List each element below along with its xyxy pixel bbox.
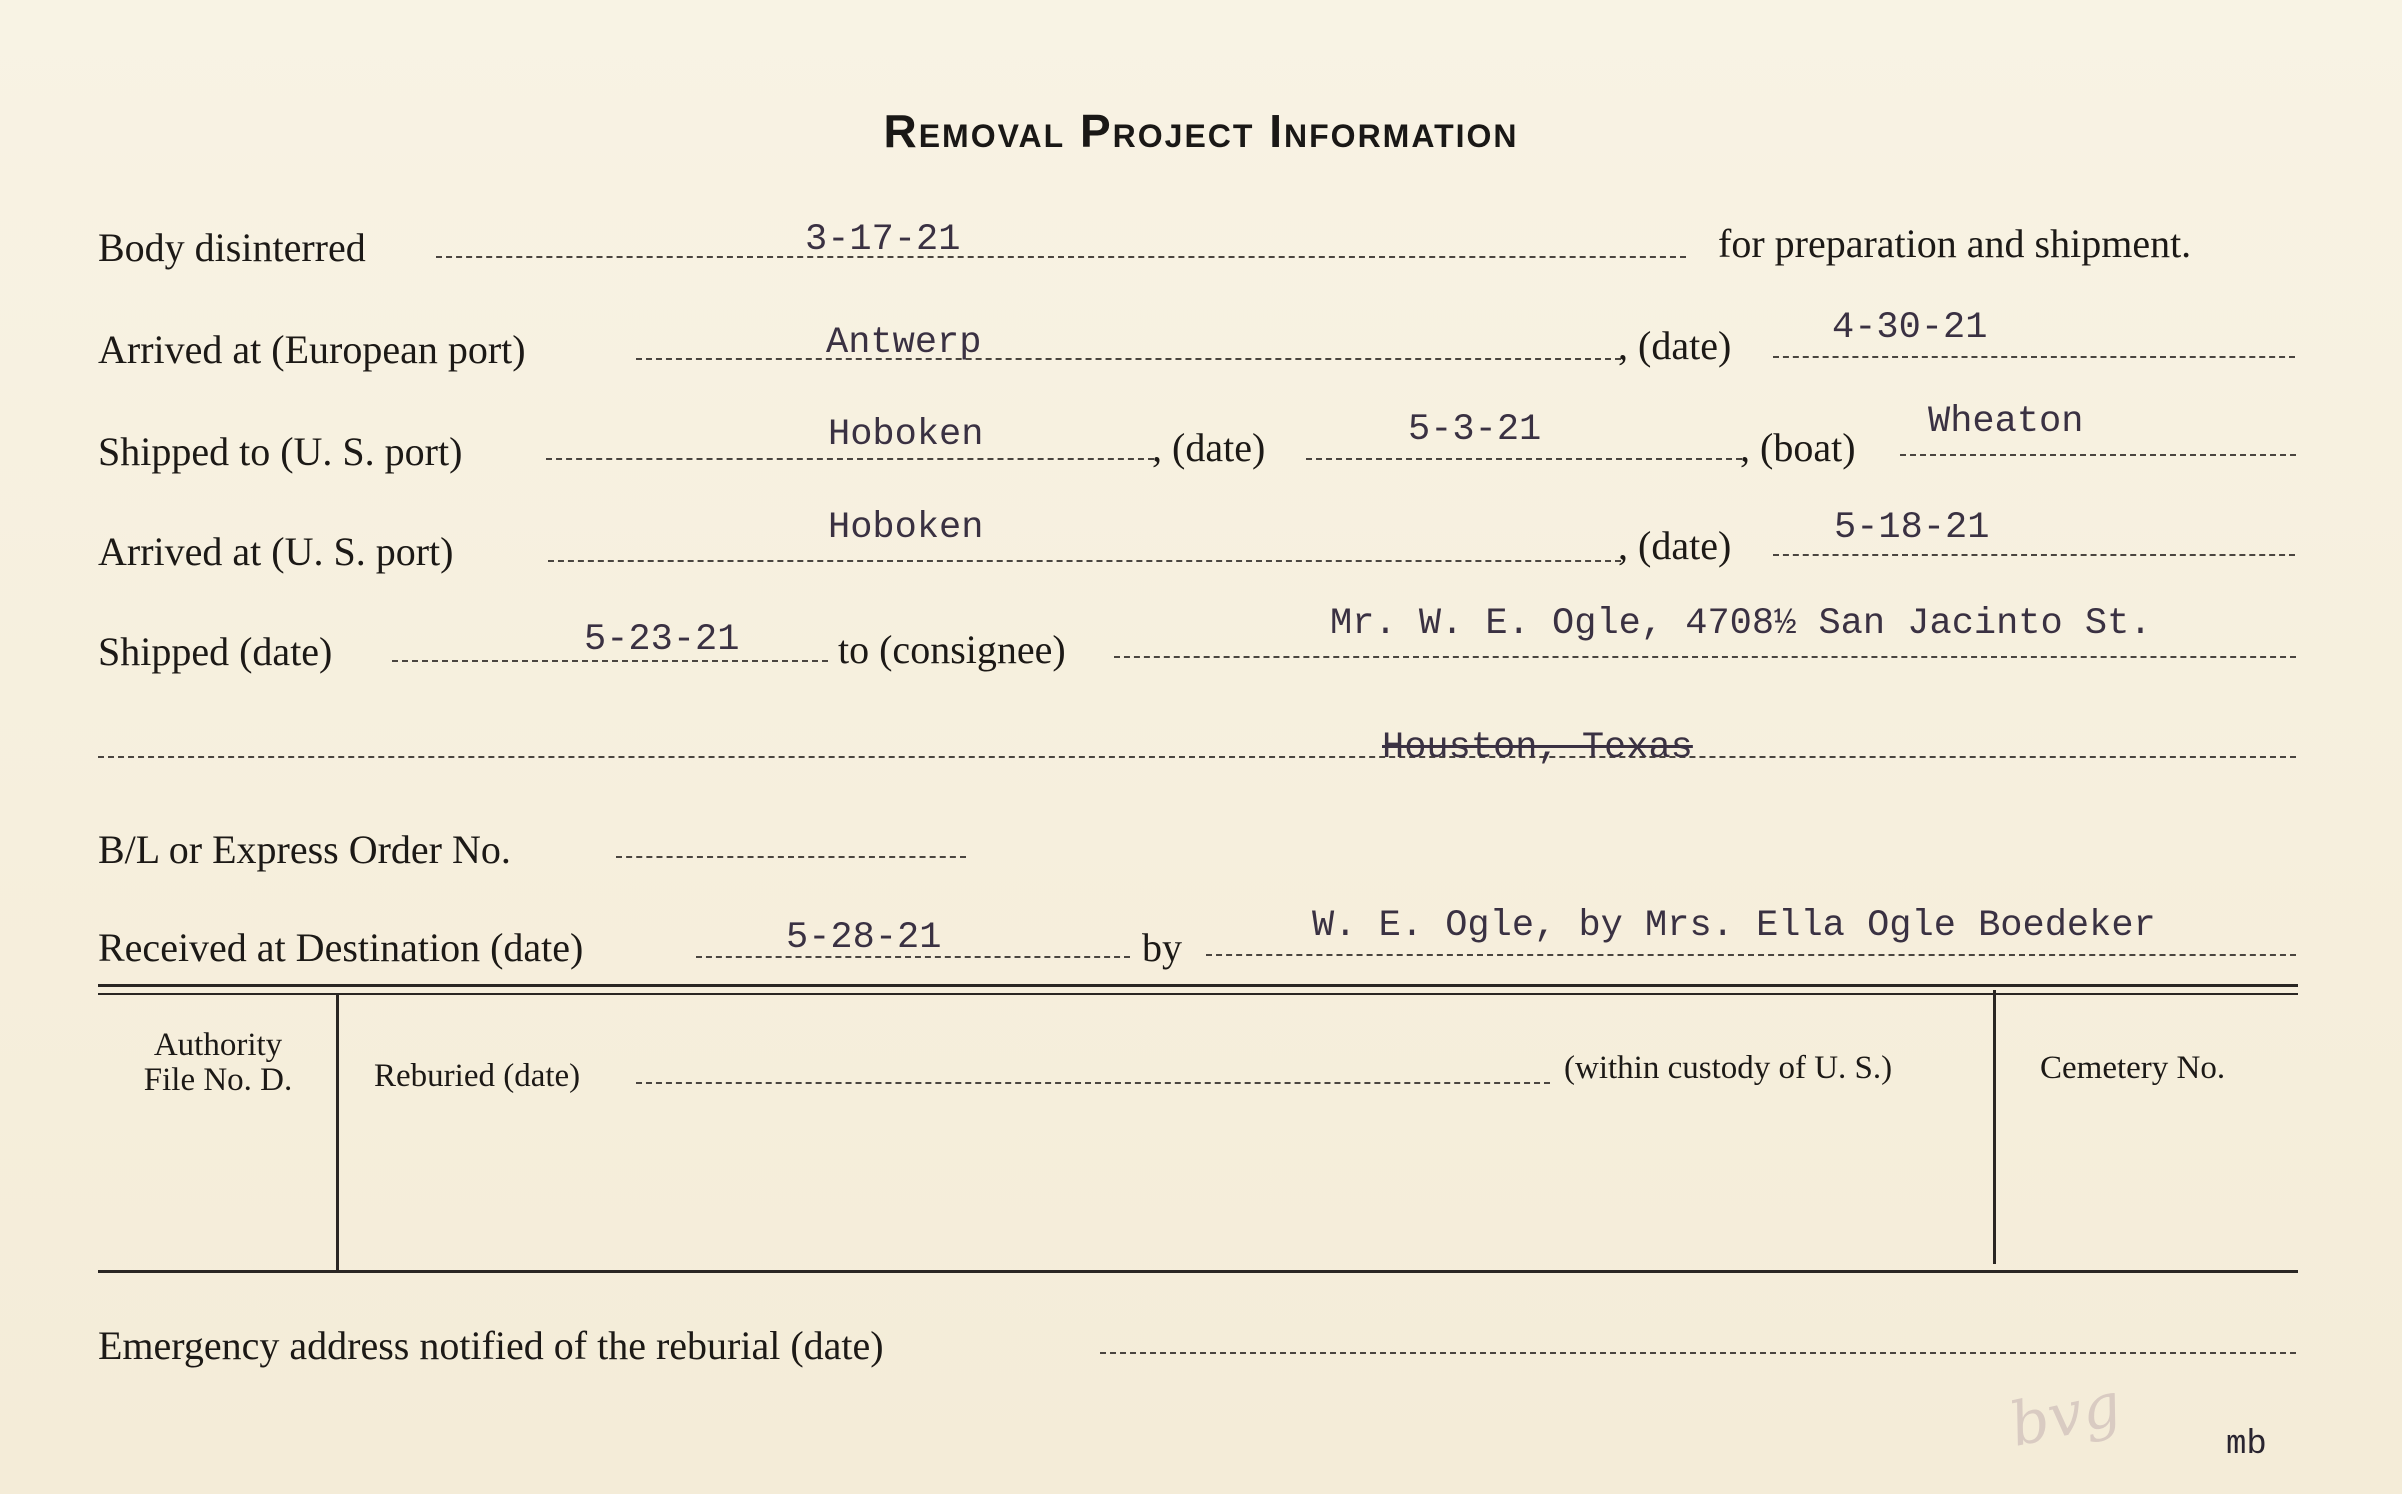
card-title: Removal Project Information (883, 105, 1519, 157)
received-by-value: W. E. Ogle, by Mrs. Ella Ogle Boedeker (1312, 905, 2156, 947)
box-divider-left (336, 995, 339, 1271)
date-label: , (date) (1618, 323, 1732, 368)
date-label: , (date) (1152, 425, 1266, 470)
box-top-rule-inner (98, 993, 2298, 995)
received-at-destination-label: Received at Destination (date) (98, 925, 584, 970)
by-label: by (1142, 925, 1182, 970)
consignee-label: to (consignee) (838, 627, 1066, 672)
dotted-line (548, 560, 1621, 562)
dotted-line (1773, 356, 2295, 358)
shipped-to-us-port-label: Shipped to (U. S. port) (98, 429, 463, 474)
boat-label: , (boat) (1740, 425, 1856, 470)
authority-label-line2: File No. D. (143, 1061, 293, 1098)
body-disinterred-value: 3-17-21 (805, 219, 961, 261)
authority-label-line1: Authority (153, 1027, 283, 1063)
body-disinterred-label: Body disinterred (98, 225, 366, 270)
dotted-line (436, 256, 1686, 258)
clerk-initials: mb (2226, 1426, 2267, 1464)
bl-express-order-label: B/L or Express Order No. (98, 827, 511, 872)
shipped-date-value: 5-23-21 (584, 619, 740, 661)
dotted-line (616, 856, 966, 858)
european-port-value: Antwerp (826, 322, 982, 364)
shipped-date-label: Shipped (date) (98, 629, 333, 674)
dotted-line (636, 1082, 1550, 1084)
dotted-line (1900, 454, 2296, 456)
dotted-line (1773, 554, 2295, 556)
body-disinterred-suffix: for preparation and shipment. (1718, 221, 2192, 266)
box-divider-right (1993, 990, 1996, 1264)
box-bottom-rule (98, 1270, 2298, 1273)
reburied-date-label: Reburied (date) (374, 1058, 581, 1094)
dotted-line (1306, 458, 1742, 460)
us-port-value: Hoboken (828, 414, 984, 456)
dotted-line (1114, 656, 2296, 658)
dotted-line (1100, 1352, 2296, 1354)
cemetery-no-label: Cemetery No. (2040, 1050, 2226, 1086)
shipped-date-value: 5-3-21 (1408, 409, 1542, 451)
dotted-line (1206, 954, 2296, 956)
arrived-european-port-label: Arrived at (European port) (98, 327, 526, 372)
dotted-line (98, 756, 2296, 758)
consignee-value: Mr. W. E. Ogle, 4708½ San Jacinto St. (1330, 603, 2152, 645)
arrived-us-port-value: Hoboken (828, 507, 984, 549)
authority-file-label (108, 1028, 328, 1097)
custody-note: (within custody of U. S.) (1564, 1050, 1893, 1086)
boat-value: Wheaton (1928, 401, 2084, 443)
box-top-rule (98, 984, 2298, 987)
date-label: , (date) (1618, 523, 1732, 568)
received-date-value: 5-28-21 (786, 917, 942, 959)
arrived-us-port-label: Arrived at (U. S. port) (98, 529, 454, 574)
arrived-us-date-value: 5-18-21 (1834, 507, 1990, 549)
emergency-address-label: Emergency address notified of the reburial (date) (98, 1323, 884, 1368)
dotted-line (636, 358, 1621, 360)
dotted-line (546, 458, 1154, 460)
consignee-city-value: Houston, Texas (1382, 727, 1693, 769)
pencil-mark: bvg (2003, 1369, 2127, 1461)
european-arrival-date-value: 4-30-21 (1832, 307, 1988, 349)
